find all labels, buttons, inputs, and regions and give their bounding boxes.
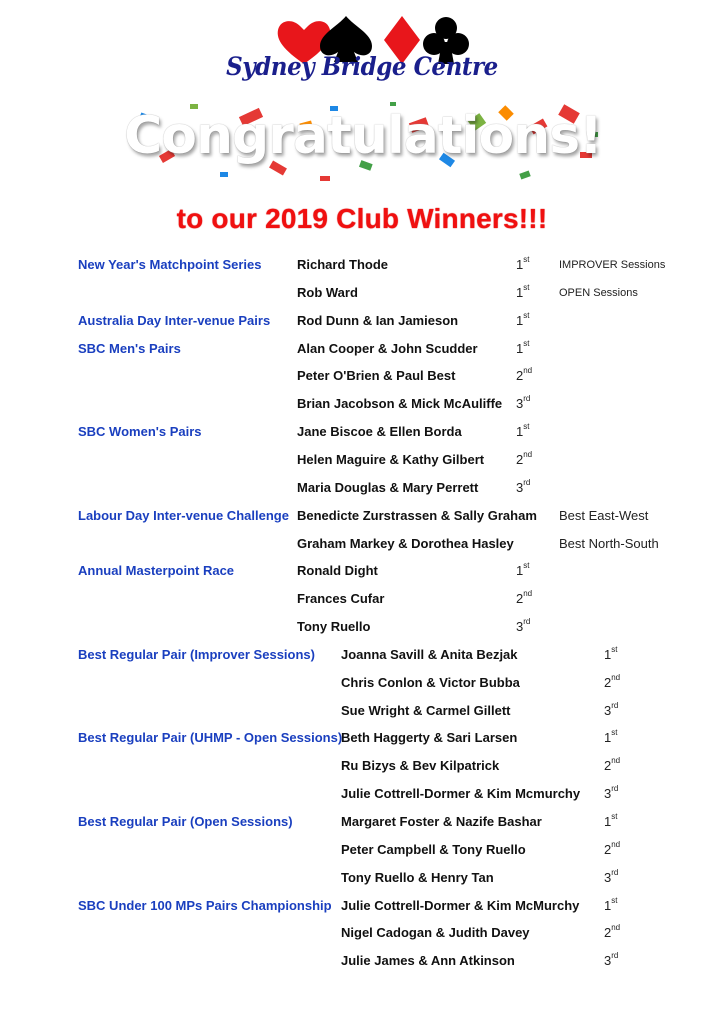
event-category: New Year's Matchpoint Series xyxy=(78,257,262,272)
winner-row xyxy=(0,814,724,836)
sydney-bridge-centre-logo xyxy=(0,14,724,90)
placing xyxy=(604,700,619,718)
event-category: SBC Men's Pairs xyxy=(78,340,181,356)
winner-row xyxy=(0,758,724,780)
winner-row xyxy=(0,953,724,975)
placing-number: 3 xyxy=(604,953,612,969)
winner-names: Brian Jacobson & Mick McAuliffe xyxy=(297,396,503,412)
winner-names: Chris Conlon & Victor Bubba xyxy=(341,674,520,690)
winner-row xyxy=(0,477,724,502)
winner-names: Peter O'Brien & Paul Best xyxy=(297,368,456,384)
winner-row xyxy=(0,424,724,446)
event-category: Best Regular Pair (Improver Sessions) xyxy=(78,646,315,662)
placing xyxy=(516,368,532,383)
placing-number: 3 xyxy=(604,869,612,885)
winner-names: Jane Biscoe & Ellen Borda xyxy=(297,424,462,440)
placing xyxy=(516,310,530,328)
placing xyxy=(604,839,621,857)
placing xyxy=(516,338,530,356)
placing xyxy=(516,257,529,272)
event-category: Annual Masterpoint Race xyxy=(78,563,235,579)
placing-note: Best North-South xyxy=(559,535,659,551)
winner-row xyxy=(0,730,724,752)
placing-suffix: st xyxy=(611,812,618,821)
winner-row xyxy=(0,895,724,920)
placing-number: 1 xyxy=(604,730,612,746)
placing-number: 2 xyxy=(516,451,524,467)
placing xyxy=(604,814,617,829)
winner-row xyxy=(0,644,724,669)
placing-suffix: st xyxy=(523,561,530,571)
event-category: Australia Day Inter-venue Pairs xyxy=(78,312,271,328)
placing xyxy=(604,895,618,913)
winner-row xyxy=(0,786,724,808)
placing-suffix: rd xyxy=(611,951,619,961)
placing xyxy=(516,449,533,467)
placing-suffix: nd xyxy=(523,589,533,599)
winner-names: Julie James & Ann Atkinson xyxy=(341,953,515,969)
placing xyxy=(604,644,618,662)
winner-names: Ronald Dight xyxy=(297,563,378,579)
placing-suffix: nd xyxy=(611,923,621,933)
placing-number: 1 xyxy=(516,312,524,328)
placing xyxy=(516,477,531,495)
page-heading: to our 2019 Club Winners!!! xyxy=(176,203,548,234)
winner-row xyxy=(0,839,724,864)
placing-note: OPEN Sessions xyxy=(559,286,638,299)
winner-names: Richard Thode xyxy=(297,257,389,272)
winner-row xyxy=(0,508,724,530)
winner-names: Peter Campbell & Tony Ruello xyxy=(341,841,526,857)
placing-suffix: st xyxy=(523,310,530,320)
placing-suffix: st xyxy=(523,255,530,264)
placing-number: 2 xyxy=(604,841,612,857)
winner-names: Graham Markey & Dorothea Hasley xyxy=(297,535,514,551)
placing-number: 3 xyxy=(604,702,612,718)
placing-note: IMPROVER Sessions xyxy=(559,259,666,271)
placing-suffix: st xyxy=(523,338,530,348)
placing-suffix: nd xyxy=(611,672,621,682)
placing-suffix: nd xyxy=(523,449,533,459)
winner-names: Rod Dunn & Ian Jamieson xyxy=(297,312,459,328)
placing-suffix: rd xyxy=(611,784,619,794)
placing xyxy=(604,672,621,690)
event-category: Best Regular Pair (UHMP - Open Sessions) xyxy=(78,730,343,746)
placing-suffix: st xyxy=(611,644,618,654)
winner-row xyxy=(0,867,724,892)
winner-row xyxy=(0,368,724,390)
logo-text: Sydney Bridge Centre xyxy=(226,52,498,81)
winner-names: Nigel Cadogan & Judith Davey xyxy=(341,925,530,941)
placing xyxy=(516,396,530,411)
placing-suffix: rd xyxy=(611,867,619,877)
placing xyxy=(516,591,532,606)
placing-suffix: rd xyxy=(523,394,531,404)
placing-number: 2 xyxy=(604,674,612,690)
winner-names: Tony Ruello & Henry Tan xyxy=(341,869,494,885)
placing xyxy=(604,867,619,885)
placing-number: 1 xyxy=(516,563,524,579)
winner-row xyxy=(0,619,724,641)
placing xyxy=(516,563,529,578)
winner-names: Maria Douglas & Mary Perrett xyxy=(297,479,479,495)
winner-names: Helen Maguire & Kathy Gilbert xyxy=(297,451,485,467)
placing-suffix: st xyxy=(611,895,618,905)
winner-row xyxy=(0,449,724,474)
winner-row xyxy=(0,925,724,947)
winner-names: Ru Bizys & Bev Kilpatrick xyxy=(341,758,500,774)
placing-number: 2 xyxy=(516,368,524,384)
placing-suffix: st xyxy=(523,282,530,292)
placing xyxy=(516,282,530,300)
winner-names: Julie Cottrell-Dormer & Kim McMurchy xyxy=(341,897,580,913)
winner-row xyxy=(0,257,724,279)
winner-names: Tony Ruello xyxy=(297,619,371,635)
winner-names: Beth Haggerty & Sari Larsen xyxy=(341,730,518,746)
placing-suffix: nd xyxy=(611,839,621,849)
placing xyxy=(604,758,620,773)
winner-names: Benedicte Zurstrassen & Sally Graham xyxy=(297,507,537,523)
placing-suffix: st xyxy=(611,728,618,738)
placing-suffix: nd xyxy=(611,756,621,766)
placing-suffix: rd xyxy=(611,700,619,710)
event-category: Labour Day Inter-venue Challenge xyxy=(78,507,289,523)
placing xyxy=(516,424,529,439)
placing xyxy=(604,730,617,745)
placing-number: 1 xyxy=(516,424,524,440)
winner-row xyxy=(0,310,724,335)
placing-number: 1 xyxy=(604,646,612,662)
congratulations-banner xyxy=(120,92,606,188)
placing-number: 2 xyxy=(604,925,612,941)
winner-names: Julie Cottrell-Dormer & Kim Mcmurchy xyxy=(341,786,581,802)
event-category: SBC Under 100 MPs Pairs Championship xyxy=(78,897,332,913)
event-category: SBC Women's Pairs xyxy=(78,424,202,440)
winner-row xyxy=(0,338,724,363)
placing xyxy=(516,619,530,634)
placing xyxy=(604,925,620,940)
placing-number: 1 xyxy=(604,897,612,913)
winner-row xyxy=(0,282,724,307)
winner-row xyxy=(0,396,724,418)
placing-number: 3 xyxy=(516,396,524,412)
winner-names: Joanna Savill & Anita Bezjak xyxy=(341,646,518,662)
placing-number: 3 xyxy=(516,619,524,635)
placing-number: 1 xyxy=(516,284,524,300)
placing-note: Best East-West xyxy=(559,507,649,523)
placing-number: 1 xyxy=(516,257,524,272)
placing-suffix: st xyxy=(523,422,530,432)
winner-row xyxy=(0,563,724,585)
placing-suffix: nd xyxy=(523,366,533,376)
placing-suffix: rd xyxy=(523,477,531,487)
placing xyxy=(604,786,618,801)
placing xyxy=(604,953,618,968)
winner-row xyxy=(0,700,724,725)
winner-names: Margaret Foster & Nazife Bashar xyxy=(341,814,542,829)
congratulations-text: Congratulations! xyxy=(124,106,602,166)
placing-number: 2 xyxy=(604,758,612,774)
winner-names: Alan Cooper & John Scudder xyxy=(297,340,478,356)
placing-number: 3 xyxy=(604,786,612,802)
winner-row xyxy=(0,536,724,558)
placing-number: 2 xyxy=(516,591,524,607)
placing-number: 1 xyxy=(516,340,524,356)
event-category: Best Regular Pair (Open Sessions) xyxy=(78,814,293,829)
winner-names: Frances Cufar xyxy=(297,591,385,607)
winner-row xyxy=(0,591,724,613)
placing-number: 1 xyxy=(604,814,612,829)
winner-names: Rob Ward xyxy=(297,284,358,300)
winner-names: Sue Wright & Carmel Gillett xyxy=(341,702,511,718)
placing-number: 3 xyxy=(516,479,524,495)
placing-suffix: rd xyxy=(523,617,531,627)
winner-row xyxy=(0,672,724,697)
